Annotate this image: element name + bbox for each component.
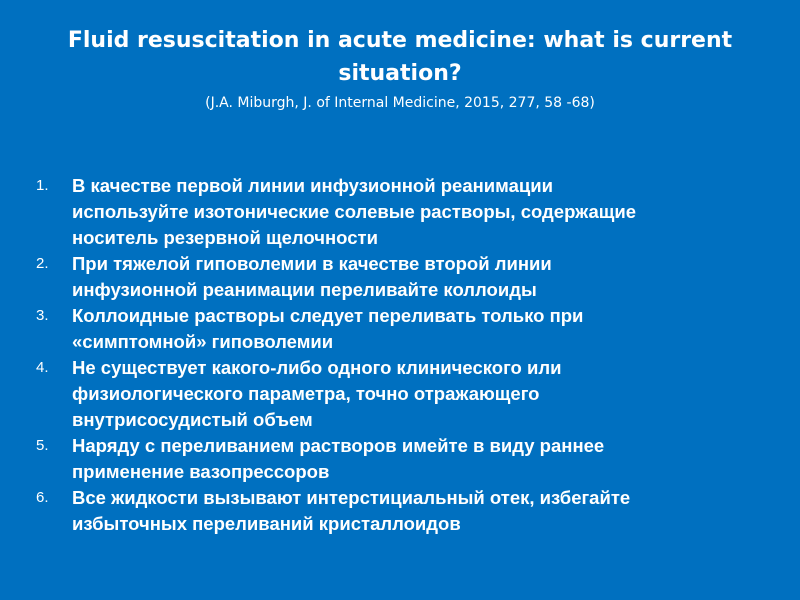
- citation: (J.A. Miburgh, J. of Internal Medicine, 2015, 277, 58 -68): [205, 95, 595, 111]
- list-item-text: [72, 251, 770, 303]
- list-item-line: избыточных переливаний кристаллоидов: [72, 513, 461, 534]
- list-item-line: Все жидкости вызывают интерстициальный отек, избегайте: [72, 487, 631, 508]
- list-item: [30, 355, 770, 433]
- list-item-text: [72, 485, 770, 537]
- list-item-line: «симптомной» гиповолемии: [72, 331, 334, 352]
- list-item-line: При тяжелой гиповолемии в качестве второй линии: [72, 253, 552, 274]
- list-item-line: В качестве первой линии инфузионной реанимации: [72, 175, 554, 196]
- list-item: [30, 251, 770, 303]
- list-item-number: 4.: [36, 359, 49, 376]
- numbered-list: [30, 173, 770, 537]
- list-item-text: [72, 303, 770, 355]
- list-item-line: Наряду с переливанием растворов имейте в виду раннее: [72, 435, 605, 456]
- list-item-line: Коллоидные растворы следует переливать только при: [72, 305, 584, 326]
- list-item-line: носитель резервной щелочности: [72, 227, 378, 248]
- list-item: [30, 485, 770, 537]
- list-item-line: внутрисосудистый объем: [72, 409, 313, 430]
- list-item-line: физиологического параметра, точно отражающего: [72, 383, 540, 404]
- list-item-number: 6.: [36, 489, 49, 506]
- list-item-number: 5.: [36, 437, 49, 454]
- list-item-line: используйте изотонические солевые растворы, содержащие: [72, 201, 637, 222]
- list-item-number: 3.: [36, 307, 49, 324]
- list-item-line: инфузионной реанимации переливайте коллоиды: [72, 279, 537, 300]
- slide-title: Fluid resuscitation in acute medicine: what is current situation?: [67, 28, 733, 86]
- list-item-text: [72, 355, 770, 433]
- list-item-number: 1.: [36, 177, 49, 194]
- list-item-line: применение вазопрессоров: [72, 461, 330, 482]
- list-item-line: Не существует какого-либо одного клинического или: [72, 357, 562, 378]
- list-item: [30, 433, 770, 485]
- list-item: [30, 303, 770, 355]
- list-item-text: [72, 173, 770, 251]
- list-item-text: [72, 433, 770, 485]
- list-item-number: 2.: [36, 255, 49, 272]
- list-item: [30, 173, 770, 251]
